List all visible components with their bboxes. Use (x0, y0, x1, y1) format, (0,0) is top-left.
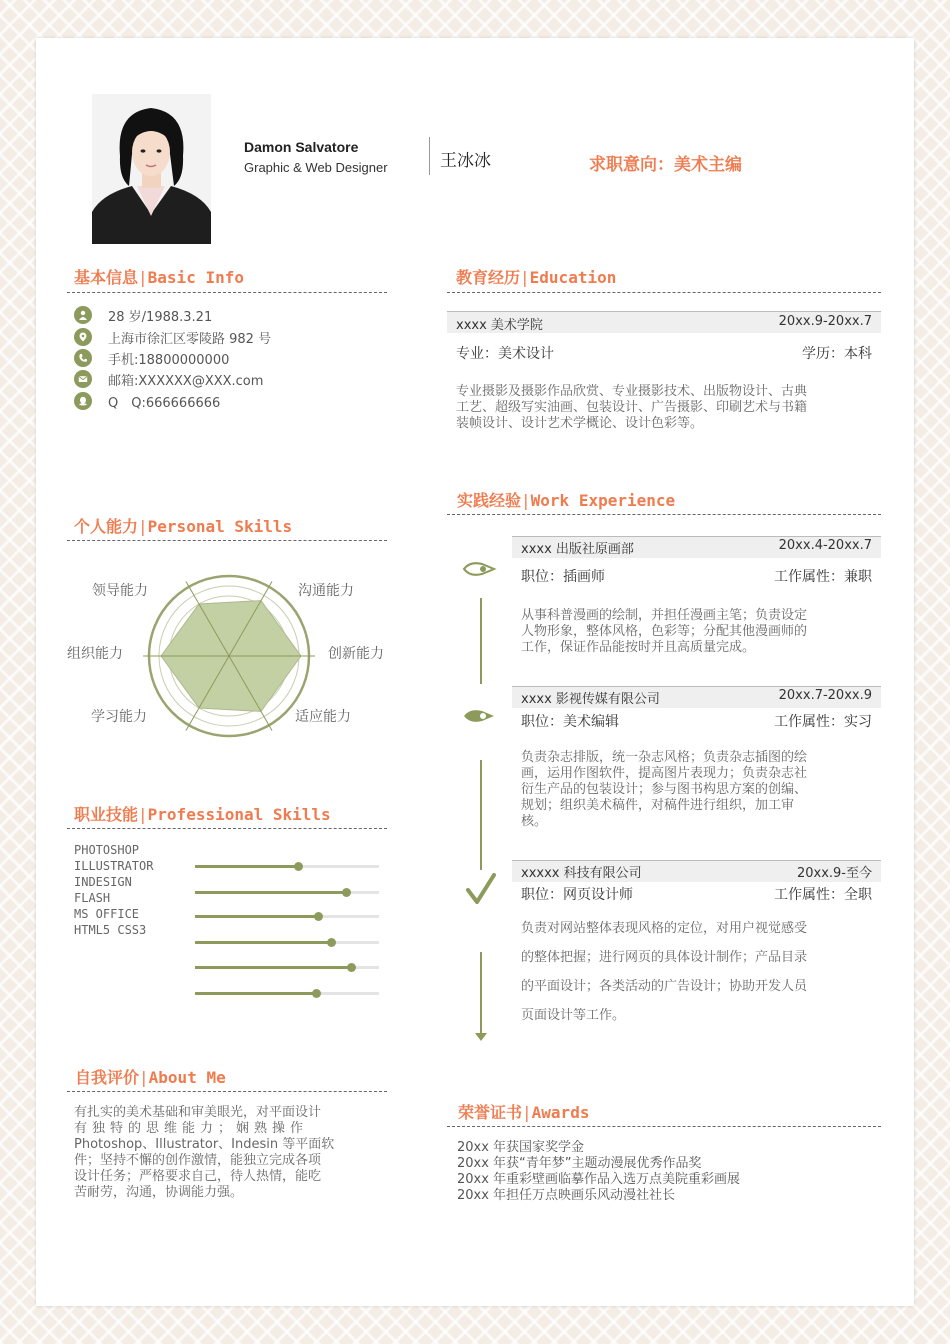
job-line: 核。 (521, 814, 548, 829)
about-line: 有扎实的美术基础和审美眼光，对平面设计 (74, 1105, 322, 1120)
job-description (521, 608, 881, 656)
info-text: 手机:18800000000 (108, 352, 230, 368)
job-period: 20xx.9-至今 (796, 866, 872, 881)
skill-bar-knob (327, 938, 336, 947)
timeline-arrow-icon (475, 1033, 487, 1042)
section-divider (447, 514, 881, 515)
section-divider (447, 1126, 881, 1127)
info-text: 邮箱:XXXXXX@XXX.com (108, 373, 264, 389)
job-line: 负责杂志排版，统一杂志风格；负责杂志插图的绘 (521, 750, 808, 765)
info-row-age (74, 305, 212, 325)
about-me-text (74, 1105, 380, 1201)
about-line: Photoshop、Illustrator、Indesin 等平面软 (74, 1137, 335, 1152)
job-line: 的平面设计；各类活动的广告设计；协助开发人员 (521, 979, 808, 994)
skill-bar-knob (314, 912, 323, 921)
radar-label-leadership: 领导能力 (92, 583, 148, 599)
job-description (521, 914, 881, 1030)
user-icon (74, 306, 92, 324)
name-divider (429, 137, 430, 175)
job-period: 20xx.4-20xx.7 (778, 538, 872, 553)
skill-bar-knob (347, 963, 356, 972)
info-row-qq (74, 391, 220, 411)
award-item: 20xx 年获国家奖学金 (457, 1140, 585, 1155)
skill-name-photoshop: PHOTOSHOP (74, 843, 140, 857)
info-text: 上海市徐汇区零陵路 982 号 (108, 331, 272, 347)
section-title-education: 教育经历|Education (456, 268, 617, 287)
section-divider (67, 828, 387, 829)
skill-name-flash: FLASH (74, 891, 111, 905)
award-item: 20xx 年担任万点映画乐风动漫社社长 (457, 1188, 676, 1203)
education-school: xxxx 美术学院 (456, 318, 543, 333)
timeline-segment (480, 952, 482, 1036)
education-degree: 学历：本科 (802, 346, 872, 362)
info-text: Q Q:666666666 (108, 395, 221, 411)
info-row-address (74, 327, 271, 347)
education-major: 专业：美术设计 (456, 346, 554, 362)
skill-bar-illustrator (195, 891, 379, 894)
job-line: 衍生产品的包装设计；参与图书构思方案的创编、 (521, 782, 808, 797)
section-divider (67, 1091, 387, 1092)
job-intent: 求职意向：美术主编 (589, 155, 742, 175)
skill-bar-fill (195, 941, 331, 944)
job-type: 工作属性：实习 (774, 714, 872, 730)
job-position: 职位：插画师 (521, 569, 605, 585)
radar-label-learning: 学习能力 (91, 709, 147, 725)
location-pin-icon (74, 328, 92, 346)
job-line: 从事科普漫画的绘制，并担任漫画主笔；负责设定 (521, 608, 808, 623)
skill-bar-fill (195, 891, 346, 894)
job-company: xxxx 出版社原画部 (521, 542, 634, 557)
skill-bar-knob (312, 989, 321, 998)
resume-page (36, 38, 914, 1306)
skill-bar-fill (195, 966, 351, 969)
job-type: 工作属性：兼职 (774, 569, 872, 585)
skill-bar-fill (195, 915, 318, 918)
skill-bar-knob (342, 888, 351, 897)
skill-name-ms-office: MS OFFICE (74, 907, 140, 921)
timeline-segment (480, 598, 482, 684)
skill-bar-photoshop (195, 865, 379, 868)
section-divider (447, 292, 881, 293)
education-period: 20xx.9-20xx.7 (778, 314, 872, 329)
skill-bar-knob (294, 862, 303, 871)
job-company: xxxx 影视传媒有限公司 (521, 692, 660, 707)
job-line: 画，运用作图软件，提高图片表现力；负责杂志社 (521, 766, 808, 781)
course-line: 装帧设计、设计艺术学概论、设计色彩等。 (456, 416, 704, 431)
job-description (521, 750, 881, 830)
section-title-professional-skills: 职业技能|Professional Skills (74, 805, 331, 824)
section-title-work-experience: 实践经验|Work Experience (457, 491, 676, 510)
name-chinese: 王冰冰 (440, 151, 491, 171)
skill-bar-html5-css3 (195, 992, 379, 995)
course-line: 工艺、超级写实油画、包装设计、广告摄影、印刷艺术与书籍 (456, 400, 808, 415)
info-row-phone (74, 348, 229, 368)
section-divider (67, 540, 387, 541)
job-period: 20xx.7-20xx.9 (778, 688, 872, 703)
skill-name-html5-css3: HTML5 CSS3 (74, 923, 147, 937)
section-title-awards: 荣誉证书|Awards (458, 1103, 590, 1122)
radar-label-innovation: 创新能力 (328, 646, 384, 662)
section-title-basic-info: 基本信息|Basic Info (74, 268, 244, 287)
job-line: 页面设计等工作。 (521, 1008, 626, 1023)
job-line: 负责对网站整体表现风格的定位，对用户视觉感受 (521, 921, 808, 936)
radar-label-organization: 组织能力 (67, 646, 123, 662)
about-line: 设计任务；严格要求自己，待人热情，能吃 (74, 1169, 322, 1184)
job-line: 规划；组织美术稿件，对稿件进行组织，加工审 (521, 798, 795, 813)
radar-label-communication: 沟通能力 (298, 583, 354, 599)
profile-photo (92, 94, 211, 244)
section-divider (67, 292, 387, 293)
skill-name-illustrator: ILLUSTRATOR (74, 859, 154, 873)
about-line: 有独特的思维能力；娴熟操作 (74, 1121, 309, 1136)
about-line: 苦耐劳，沟通，协调能力强。 (74, 1185, 244, 1200)
section-title-personal-skills: 个人能力|Personal Skills (74, 517, 293, 536)
job-company: xxxxx 科技有限公司 (521, 866, 642, 881)
skill-bar-flash (195, 941, 379, 944)
section-title-about-me: 自我评价|About Me (75, 1068, 226, 1087)
mail-icon (74, 370, 92, 388)
job-position: 职位：美术编辑 (521, 714, 619, 730)
about-line: 件；坚持不懈的创作激情，能独立完成各项 (74, 1153, 322, 1168)
qq-icon (74, 392, 92, 410)
job-line: 工作，保证作品能按时并且高质量完成。 (521, 640, 756, 655)
radar-label-adaptability: 适应能力 (295, 709, 351, 725)
skill-bar-ms-office (195, 966, 379, 969)
course-line: 专业摄影及摄影作品欣赏、专业摄影技术、出版物设计、古典 (456, 384, 808, 399)
phone-icon (74, 349, 92, 367)
pencil-icon (462, 558, 498, 580)
checkmark-icon (465, 872, 497, 906)
education-courses (456, 384, 881, 432)
job-line: 人物形象，整体风格，色彩等；分配其他漫画师的 (521, 624, 808, 639)
name-english: Damon Salvatore (244, 139, 359, 155)
skill-bar-indesign (195, 915, 379, 918)
info-text: 28 岁/1988.3.21 (108, 309, 213, 325)
job-type: 工作属性：全职 (774, 887, 872, 903)
award-item: 20xx 年重彩壁画临摹作品入选万点美院重彩画展 (457, 1172, 741, 1187)
skill-bar-fill (195, 865, 298, 868)
info-row-email (74, 369, 263, 389)
brush-icon (462, 705, 498, 727)
timeline-segment (480, 760, 482, 870)
job-position: 职位：网页设计师 (521, 887, 633, 903)
job-line: 的整体把握；进行网页的具体设计制作；产品目录 (521, 950, 808, 965)
skill-name-indesign: INDESIGN (74, 875, 132, 889)
skill-bar-fill (195, 992, 316, 995)
role-english: Graphic & Web Designer (244, 160, 388, 175)
award-item: 20xx 年获“青年梦”主题动漫展优秀作品奖 (457, 1156, 702, 1171)
